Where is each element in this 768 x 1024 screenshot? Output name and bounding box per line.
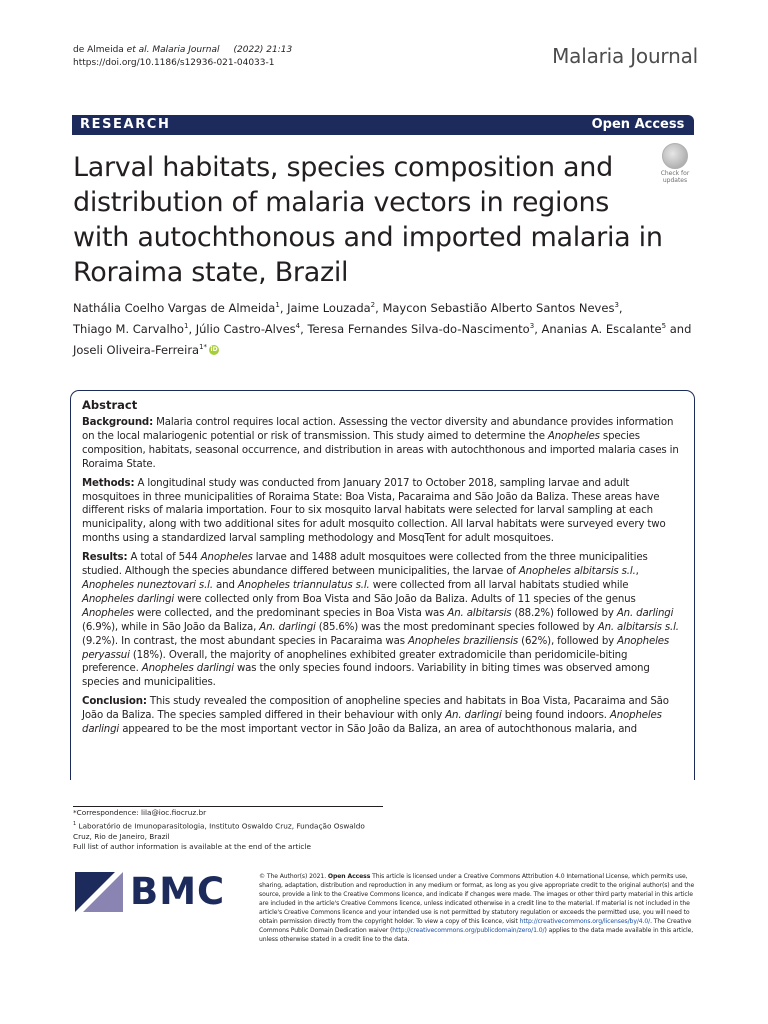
abstract-italic: Anopheles xyxy=(200,552,253,564)
author-affiliation: 5 xyxy=(661,321,667,330)
abstract-italic: Anopheles darlingi xyxy=(82,710,662,736)
abstract-text: species composition, habitats, seasonal occurrence, and distribution in areas with autochthonous and imported malaria cases in Roraima State. xyxy=(82,430,679,470)
abstract-text: (9.2%). In contrast, the most abundant species in Pacaraima was xyxy=(82,635,408,647)
abstract-italic: An. darlingi xyxy=(445,710,502,722)
abstract-text: (88.2%) followed by xyxy=(511,607,617,619)
author-info-note: Full list of author information is available at the end of the article xyxy=(73,842,311,852)
abstract-text: were collected, and the predominant species in Boa Vista was xyxy=(133,607,448,619)
author-affiliation: 1* xyxy=(199,342,208,351)
abstract-text: (18%). Overall, the majority of anophelines exhibited greater extradomicile than peridomicile-biting preference. xyxy=(82,649,628,675)
orcid-icon[interactable]: iD xyxy=(210,345,218,353)
abstract-conclusion xyxy=(82,695,682,737)
author-list: Nathália Coelho Vargas de Almeida$^1$, Jaime Louzada$^2$, Maycon Sebastião Alberto Santos Neves$^3$, Thiago M. Carvalho$^1$, Júlio Castro-Alves$^4$, Teresa Fernandes Silva-do-Nascimento$^3$, Ananias A. Escalante$^5$ and Joseli Oliveira-Ferreira$^{1*}$ iD xyxy=(73,300,692,357)
abstract-results xyxy=(82,551,682,690)
copyright-text: © The Author(s) 2021. xyxy=(259,873,328,880)
citation-authors: de Almeida xyxy=(73,45,127,55)
affiliation-1 xyxy=(73,819,383,843)
license-statement xyxy=(259,872,699,944)
abstract-italic: Anopheles albitarsis s.l. xyxy=(518,566,636,578)
license-text: ) applies to the data made available in this article, unless otherwise stated in a credit line to the data. xyxy=(259,927,694,943)
author-name[interactable]: Jaime Louzada xyxy=(287,300,371,315)
citation-year: (2022) 21:13 xyxy=(233,45,293,55)
abstract-italic: An. albitarsis xyxy=(447,607,512,619)
author-name[interactable]: Nathália Coelho Vargas de Almeida xyxy=(73,300,276,315)
check-updates-icon xyxy=(662,143,688,169)
affiliation-text: Laboratório de Imunoparasitologia, Instituto Oswaldo Cruz, Fundação Oswaldo Cruz, Rio de Janeiro, Brazil xyxy=(73,821,365,841)
methods-label: Methods: xyxy=(82,477,135,489)
author-affiliation: 3 xyxy=(614,301,619,309)
abstract-box xyxy=(70,390,695,780)
abstract-text: was the only species found indoors. Variability in biting times was observed among species and municipalities. xyxy=(82,663,650,689)
authors-and: and xyxy=(669,321,692,336)
bmc-logo xyxy=(75,870,226,914)
abstract-heading: Abstract xyxy=(82,398,138,412)
author-name[interactable]: Maycon Sebastião Alberto Santos Neves xyxy=(382,300,615,315)
abstract-text: , xyxy=(635,566,639,578)
cc-by-link[interactable]: http://creativecommons.org/licenses/by/4.0/ xyxy=(519,918,651,925)
author-affiliation: 2 xyxy=(370,301,376,309)
author-name[interactable]: Thiago M. Carvalho xyxy=(73,321,184,336)
abstract-italic: Anopheles braziliensis xyxy=(407,635,519,647)
abstract-italic: Anopheles xyxy=(82,607,134,619)
abstract-italic: Anopheles nuneztovari s.l. xyxy=(82,579,213,591)
affiliation-number: 1 xyxy=(73,820,77,827)
abstract-methods xyxy=(82,477,682,547)
abstract-italic: Anopheles xyxy=(547,430,600,442)
author-affiliation: 3 xyxy=(529,321,535,330)
abstract-italic: Anopheles triannulatus s.l. xyxy=(237,579,370,591)
abstract-italic: An. darlingi xyxy=(616,607,674,619)
abstract-text: were collected only from Boa Vista and São João da Baliza. Adults of 11 species of the genus xyxy=(174,593,636,605)
research-label: RESEARCH xyxy=(72,115,582,135)
abstract-italic: An. darlingi xyxy=(259,621,316,633)
abstract-text: appeared to be the most important vector in São João da Baliza, an area of autochthonous malaria, and xyxy=(119,724,637,736)
abstract-text: This study revealed the composition of anopheline species and habitats in Boa Vista, Pacaraima and São João da Baliza. The species sampled differed in their behaviour with only xyxy=(82,696,669,722)
footnotes xyxy=(73,806,383,853)
abstract-italic: Anopheles darlingi xyxy=(141,663,234,675)
open-access-label: Open Access xyxy=(582,115,694,135)
author-name[interactable]: Júlio Castro-Alves xyxy=(195,321,296,336)
journal-name: Malaria Journal xyxy=(552,44,698,68)
abstract-text: (85.6%) was the most predominant species followed by xyxy=(315,621,598,633)
abstract-text: larvae and 1488 adult mosquitoes were collected from the three municipalities studied. Although the species abundance differed between municipalities, the larvae of xyxy=(82,552,648,578)
author-affiliation: 1 xyxy=(183,321,189,330)
bmc-logo-icon xyxy=(75,870,123,914)
abstract-italic: Anopheles peryassui xyxy=(82,635,670,661)
background-label: Background: xyxy=(82,417,153,428)
cc-zero-link[interactable]: http://creativecommons.org/publicdomain/zero/1.0/ xyxy=(392,927,545,934)
conclusion-label: Conclusion: xyxy=(82,696,147,708)
results-label: Results: xyxy=(82,552,128,564)
check-for-updates-button[interactable] xyxy=(656,143,694,184)
author-name[interactable]: Teresa Fernandes Silva-do-Nascimento xyxy=(307,321,530,336)
abstract-text: (6.9%), while in São João da Baliza, xyxy=(82,621,260,633)
bmc-logo-text: BMC xyxy=(130,870,226,913)
doi-link[interactable]: https://doi.org/10.1186/s12936-021-04033-1 xyxy=(73,58,275,68)
article-title: Larval habitats, species composition and distribution of malaria vectors in regions with autochthonous and imported malaria in Roraima state, Brazil xyxy=(73,152,663,288)
author-affiliation: 4 xyxy=(295,321,301,330)
abstract-text: Malaria control requires local action. Assessing the vector diversity and abundance provides information on the local malariogenic potential or risk of transmission. This study aimed to determine the xyxy=(82,417,674,442)
license-text: . The Creative Commons Public Domain Dedication waiver ( xyxy=(259,918,692,934)
license-text: This article is licensed under a Creative Commons Attribution 4.0 International License, which permits use, sharing, adaptation, distribution and reproduction in any medium or format, as long as you give appropriate credit to the original author(s) and the source, provide a link to the Creative Commons licence, and indicate if changes were made. The images or other third party material in this article are included in the article's Creative Commons licence, unless indicated otherwise in a credit line to the material. If material is not included in the article's Creative Commons licence and your intended use is not permitted by statutory regulation or exceeds the permitted use, you will need to obtain permission directly from the copyright holder. To view a copy of this licence, visit xyxy=(259,873,695,925)
abstract-background xyxy=(82,416,682,472)
author-affiliation: 1 xyxy=(275,301,280,309)
author-name[interactable]: Joseli Oliveira-Ferreira xyxy=(73,342,200,357)
abstract-text: were collected from all larval habitats studied while xyxy=(369,579,629,591)
article-type-banner xyxy=(72,115,694,135)
abstract-italic: Anopheles darlingi xyxy=(82,593,175,605)
check-updates-label: Check for updates xyxy=(660,170,690,184)
open-access-text: Open Access xyxy=(327,873,371,880)
author-name[interactable]: Ananias A. Escalante xyxy=(541,321,662,336)
abstract-text: A total of 544 xyxy=(127,552,201,564)
abstract-text: and xyxy=(212,579,238,591)
abstract-text: being found indoors. xyxy=(501,710,610,722)
abstract-italic: An. albitarsis s.l. xyxy=(597,621,679,633)
citation-journal: et al. Malaria Journal xyxy=(126,45,220,55)
abstract-text: A longitudinal study was conducted from January 2017 to October 2018, sampling larvae and adult mosquitoes in three municipalities of Roraima State: Boa Vista, Pacaraima and São João da Baliza. These areas have different risks of malaria importation. Four to six mosquito larval habitats were selected for larval sampling at each municipality, along with two additional sites for adult mosquito collection. All larval habitats were surveyed every two months using a standardized larval sampling methodology and MosqTent for adult mosquitoes. xyxy=(82,477,666,545)
abstract-text: (62%), followed by xyxy=(518,635,618,647)
correspondence: *Correspondence: lila@ioc.fiocruz.br xyxy=(73,808,207,817)
page-header xyxy=(73,44,698,74)
